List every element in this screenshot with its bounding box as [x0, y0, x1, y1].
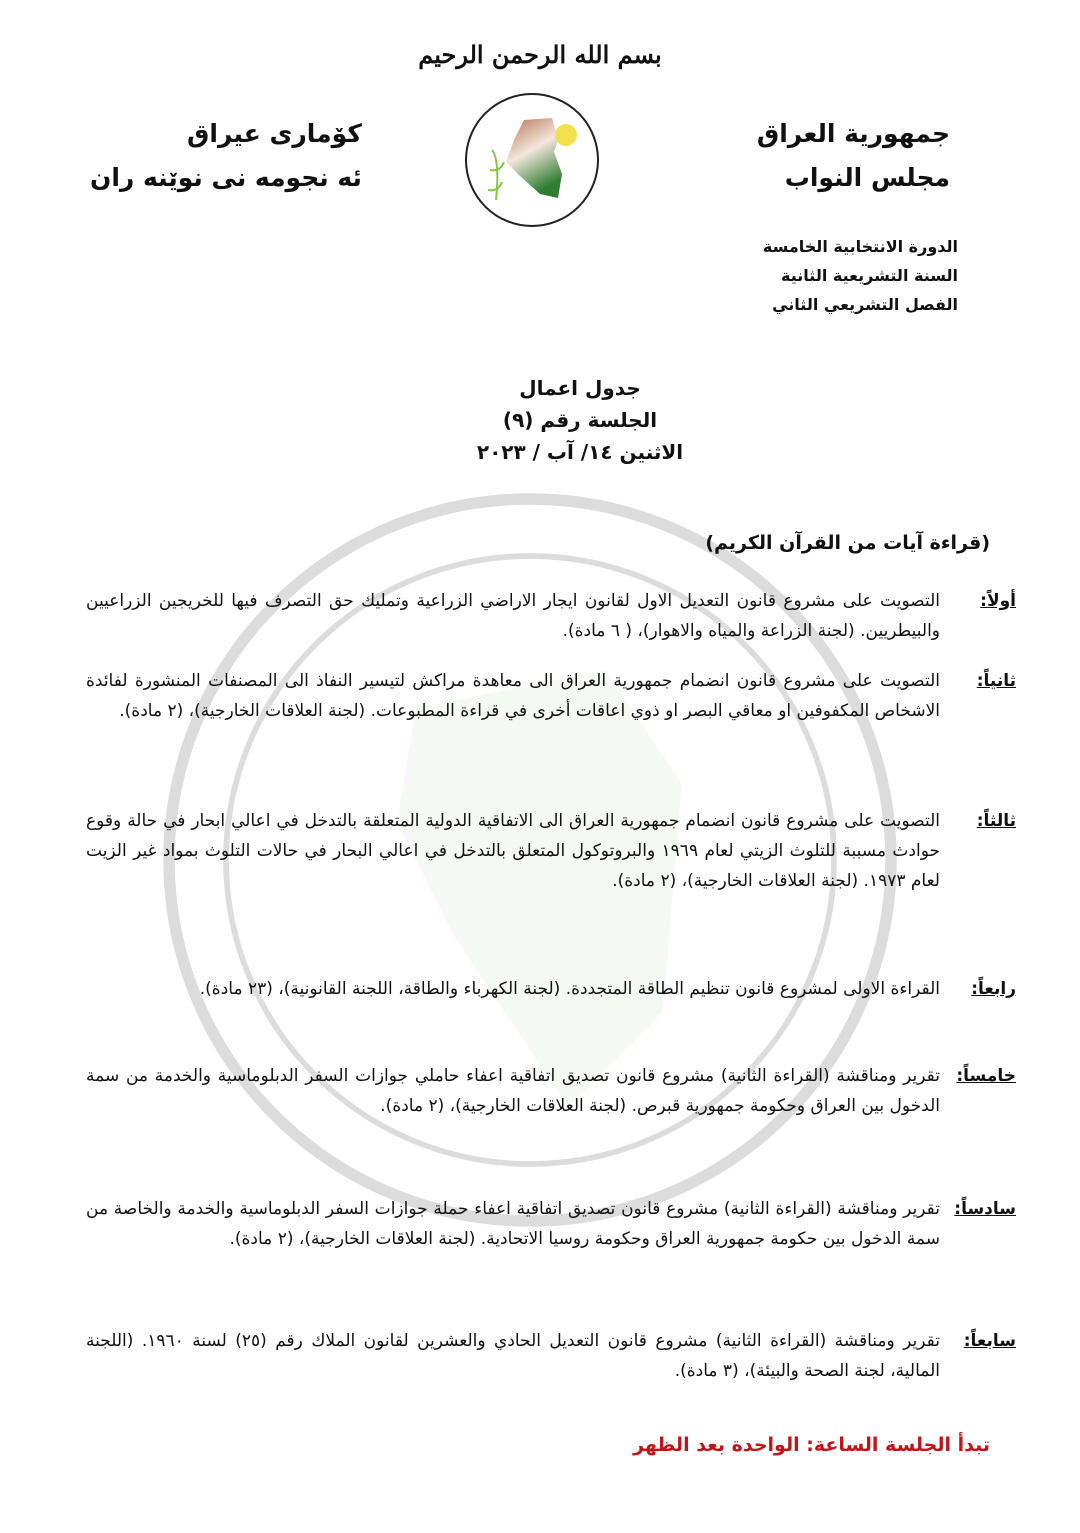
item-label: سابعاً:	[963, 1331, 1016, 1351]
country-name-kurdish: كۆماری عیراق	[187, 119, 362, 148]
electoral-cycle: الدورة الانتخابية الخامسة	[762, 237, 958, 256]
quran-recitation: (قراءة آيات من القرآن الكريم)	[705, 532, 990, 554]
agenda-item	[86, 974, 1016, 1004]
item-label: خامساً:	[956, 1066, 1016, 1086]
item-text: القراءة الاولى لمشروع قانون تنظيم الطاقة المتجددة. (لجنة الكهرباء والطاقة، اللجنة القانونية)، (٢٣ مادة).	[199, 979, 940, 999]
agenda-item	[86, 1326, 1016, 1386]
country-name: جمهورية العراق	[756, 119, 950, 148]
agenda-item	[86, 806, 1016, 896]
session-start-time: تبدأ الجلسة الساعة: الواحدة بعد الظهر	[633, 1434, 990, 1456]
legislative-year: السنة التشريعية الثانية	[781, 266, 958, 285]
council-name: مجلس النواب	[784, 163, 950, 192]
session-date: الاثنين ١٤/ آب / ٢٠٢٣	[476, 440, 684, 464]
header-kurdish	[90, 112, 362, 200]
item-text: تقرير ومناقشة (القراءة الثانية) مشروع قانون تصديق اتفاقية اعفاء حملة جوازات السفر الدبلوماسية والخدمة والخاصة من سمة الدخول بين حكومة جمهورية العراق وحكومة روسيا الاتحادية. (لجنة العلاقات الخارجية)، (٢ مادة).	[86, 1199, 940, 1249]
item-label: رابعاً:	[971, 979, 1016, 999]
item-text: التصويت على مشروع قانون انضمام جمهورية العراق الى الاتفاقية الدولية المتعلقة بالتدخل في اعالي ابحار في حالة وقوع حوادث مسببة للتلوث الزيتي لعام ١٩٦٩ والبروتوكول المتعلق بالتدخل في اعالي البحار في حالات التلوث بمواد غير الزيت لعام ١٩٧٣. (لجنة العلاقات الخارجية)، (٢ مادة).	[86, 811, 940, 891]
basmala: بسم الله الرحمن الرحيم	[418, 40, 662, 69]
council-logo	[462, 90, 602, 230]
item-label: ثالثاً:	[976, 811, 1016, 831]
header-arabic	[757, 112, 950, 200]
agenda-item	[86, 1194, 1016, 1254]
agenda-item	[86, 586, 1016, 646]
agenda-title: جدول اعمال	[519, 376, 641, 400]
item-text: التصويت على مشروع قانون انضمام جمهورية العراق الى معاهدة مراكش لتيسير النفاذ الى المصنفات المنشورة لفائدة الاشخاص المكفوفين او معاقي البصر او ذوي اعاقات أخرى في قراءة المطبوعات. (لجنة العلاقات الخارجية)، (٢ مادة).	[86, 671, 940, 721]
item-text: التصويت على مشروع قانون التعديل الاول لقانون ايجار الاراضي الزراعية وتمليك حق التصرف فيها للخريجين الزراعيين والبيطريين. (لجنة الزراعة والمياه والاهوار)، ( ٦ مادة).	[86, 591, 940, 641]
item-label: أولاً:	[980, 591, 1016, 611]
session-number: الجلسة رقم (٩)	[502, 408, 658, 432]
item-label: سادساً:	[954, 1199, 1016, 1219]
item-text: تقرير ومناقشة (القراءة الثانية) مشروع قانون التعديل الحادي والعشرين لقانون الملاك رقم (٢٥) لسنة ١٩٦٠. (اللجنة المالية، لجنة الصحة والبيئة)، (٣ مادة).	[86, 1331, 940, 1381]
council-name-kurdish: ئه نجومه نی نوێنه ران	[90, 163, 362, 192]
agenda-item	[86, 1061, 1016, 1121]
item-text: تقرير ومناقشة (القراءة الثانية) مشروع قانون تصديق اتفاقية اعفاء حاملي جوازات السفر الدبلوماسية والخدمة من سمة الدخول بين العراق وحكومة جمهورية قبرص. (لجنة العلاقات الخارجية)، (٢ مادة).	[86, 1066, 940, 1116]
legislative-term: الفصل التشريعي الثاني	[772, 295, 958, 314]
item-label: ثانياً:	[976, 671, 1016, 691]
agenda-item	[86, 666, 1016, 726]
session-info	[763, 232, 958, 319]
agenda-heading	[0, 372, 1080, 468]
